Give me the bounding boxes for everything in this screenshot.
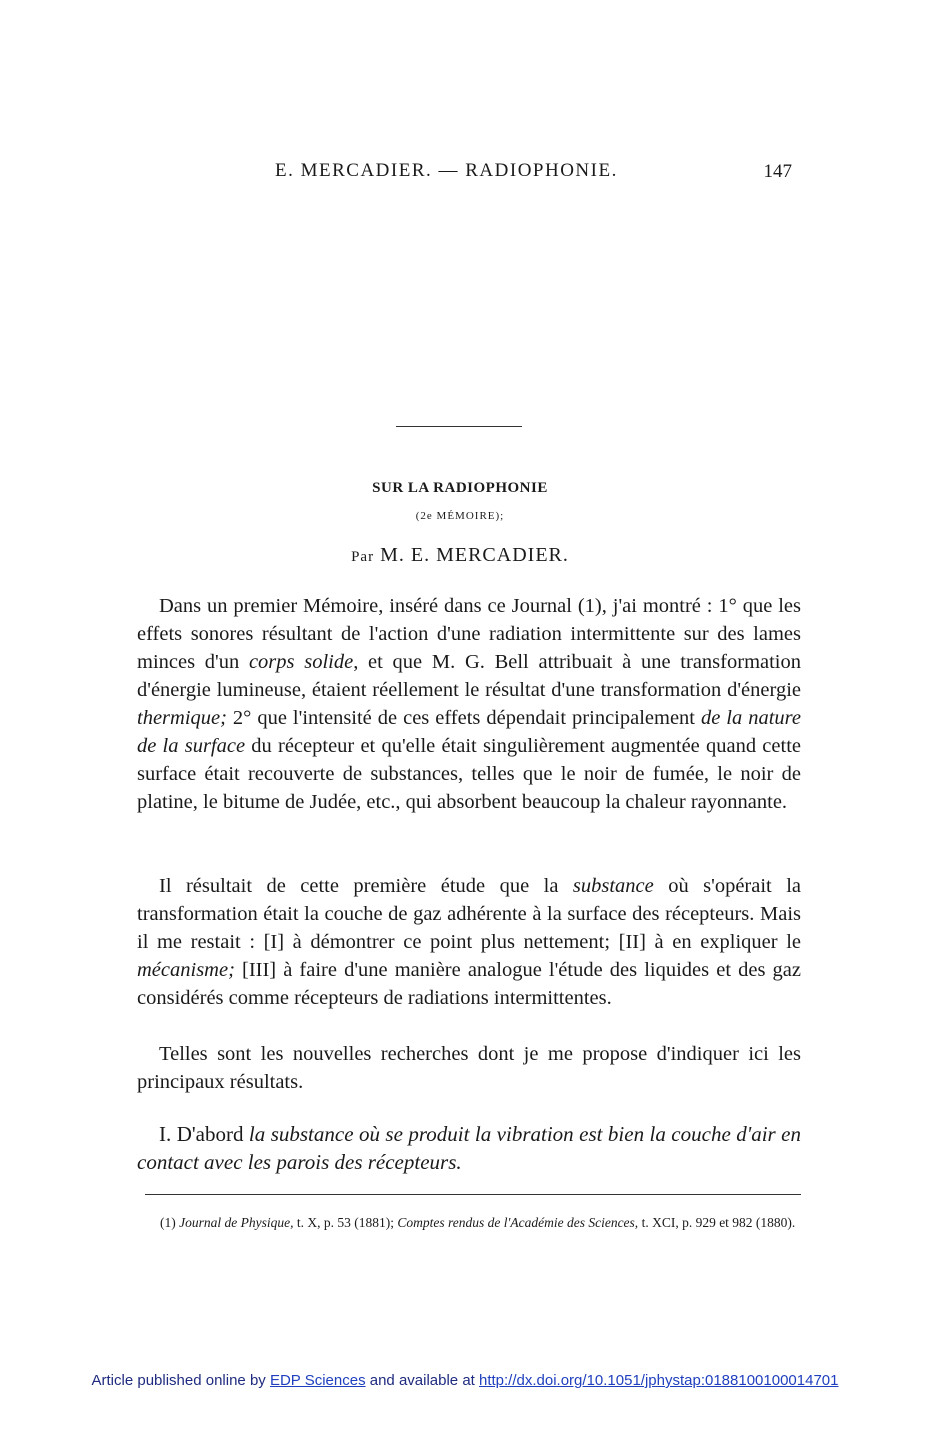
memoir-label: (2e MÉMOIRE); [415,510,505,522]
p2-italic-1: substance [572,875,654,897]
p4-italic-1: la substance où se produit la vibration est bien la couche d'air en contact avec les parois des récepteurs. [137,1122,801,1174]
doi-link[interactable]: http://dx.doi.org/10.1051/jphystap:0188100100014701 [479,1372,839,1389]
byline [280,544,640,567]
article-title: SUR LA RADIOPHONIE [372,480,548,496]
p1-text-2: , et que M. G. Bell attribuait à une transformation d'énergie lumineuse, étaient réellement le résultat d'une transformation d'énergie [137,651,801,701]
p1-italic-1: corps solide [248,651,354,673]
paragraph-4 [137,1120,801,1176]
p1-italic-2: thermique; [137,707,227,729]
page-number: 147 [763,161,792,182]
running-head: E. MERCADIER. — RADIOPHONIE. [275,160,618,181]
p1-text-4: du récepteur et qu'elle était singulièrement augmentée quand cette surface était recouverte de substances, telles que le noir de fumée, le noir de platine, le bitume de Judée, etc., qui absorbent beaucoup la chaleur rayonnante. [137,735,801,813]
p4-text-1: I. D'abord [159,1122,249,1146]
title-divider [396,426,522,428]
p2-text-3: [III] à faire d'une manière analogue l'étude des liquides et des gaz considérés comme récepteurs de radiations intermittentes. [137,959,801,1009]
footnote [145,1212,803,1233]
publication-footer [0,1372,930,1389]
footnote-text-2: t. XCI, p. 929 et 982 (1880). [638,1215,796,1230]
footnote-text-1: t. X, p. 53 (1881); [293,1215,398,1230]
paragraph-2 [137,872,801,1012]
p2-text-2: où s'opérait la transformation était la couche de gaz adhérente à la surface des récepteurs. Mais il me restait : [I] à démontrer ce point plus nettement; [II] à en expliquer le [137,875,801,953]
p3-text: Telles sont les nouvelles recherches dont je me propose d'indiquer ici les principaux résultats. [137,1043,801,1093]
footer-prefix: Article published online by [91,1372,270,1389]
footnote-marker: (1) [160,1215,176,1230]
p2-italic-2: mécanisme; [137,959,235,981]
byline-prefix: Par [351,549,375,565]
footnote-divider [145,1194,801,1196]
paragraph-3 [137,1040,801,1096]
p1-italic-3: de la nature de la surface [137,707,801,757]
p2-text-1: Il résultait de cette première étude que la [159,875,573,897]
footnote-italic-2: Comptes rendus de l'Académie des Sciences, [397,1215,639,1230]
edp-sciences-link[interactable]: EDP Sciences [269,1372,366,1389]
p1-text-1: Dans un premier Mémoire, inséré dans ce Journal (1), j'ai montré : 1° que les effets sonores résultant de l'action d'une radiation intermittente sur des lames minces d'un [137,595,801,673]
footnote-italic-1: Journal de Physique, [179,1215,294,1230]
p1-text-3: 2° que l'intensité de ces effets dépendait principalement [226,707,701,729]
byline-name: M. E. MERCADIER. [380,544,569,566]
paragraph-1 [137,592,801,816]
footer-middle: and available at [365,1372,479,1389]
